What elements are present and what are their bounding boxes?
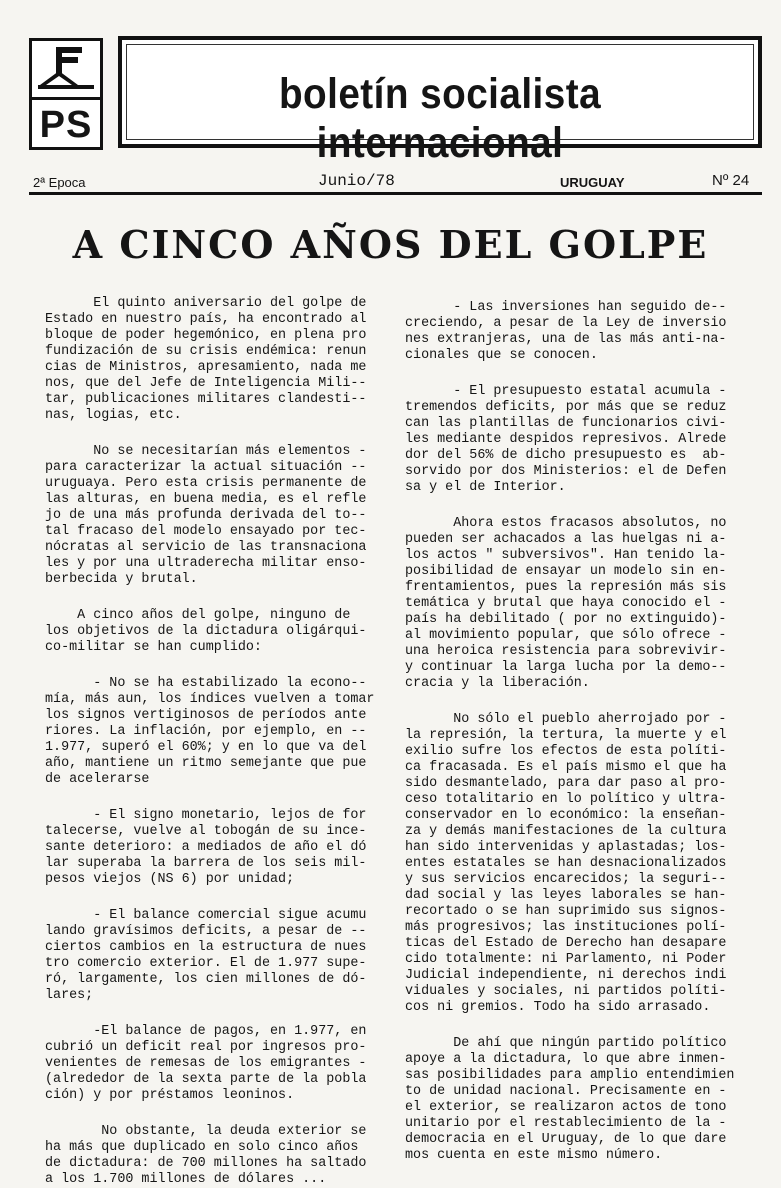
paragraph-line: tar, publicaciones militares clandesti-- xyxy=(45,392,367,407)
paragraph-line: sido desmantelado, para dar paso al pro- xyxy=(405,776,727,791)
paragraph-line: - No se ha estabilizado la econo-- xyxy=(45,676,367,691)
paragraph-line: a los 1.700 millones de dólares ... xyxy=(45,1172,327,1187)
paragraph-line: les mediante despidos represivos. Alrede xyxy=(405,432,727,447)
paragraph-line: Estado en nuestro país, ha encontrado al xyxy=(45,312,367,327)
left-column xyxy=(45,296,374,1188)
paragraph-line: apoye a la dictadura, lo que abre inmen- xyxy=(405,1052,727,1067)
right-column xyxy=(405,300,734,1164)
paragraph-line: cionales que se conocen. xyxy=(405,348,598,363)
paragraph-line: ceso totalitario en lo político y ultra- xyxy=(405,792,727,807)
paragraph-line: ró, largamente, los cien millones de dó- xyxy=(45,972,367,987)
paragraph-line: to de unidad nacional. Precisamente en - xyxy=(405,1084,727,1099)
paragraph-line: nes extranjeras, una de las más anti-na- xyxy=(405,332,727,347)
paragraph-line: cias de Ministros, apresamiento, nada me xyxy=(45,360,367,375)
paragraph-line: nócratas al servicio de las transnaciona xyxy=(45,540,367,555)
paragraph-line: berbecida y brutal. xyxy=(45,572,198,587)
paragraph-line: talecerse, vuelve al tobogán de su ince- xyxy=(45,824,367,839)
epoca-label: 2ª Epoca xyxy=(33,175,86,190)
paragraph-line: venientes de remesas de los emigrantes - xyxy=(45,1056,367,1071)
paragraph-line: sa y el de Interior. xyxy=(405,480,566,495)
paragraph-line: cubrió un deficit real por ingresos pro- xyxy=(45,1040,367,1055)
logo-ps-text: PS xyxy=(39,104,93,146)
paragraph-line: ca fracasada. Es el país mismo el que ha xyxy=(405,760,727,775)
party-emblem-icon xyxy=(32,41,100,93)
ps-logo xyxy=(29,38,103,150)
paragraph-line: - El signo monetario, lejos de for xyxy=(45,808,367,823)
masthead xyxy=(118,36,762,167)
paragraph-line: han sido intervenidas y aplastadas; los- xyxy=(405,840,727,855)
paragraph-line: más progresivos; las instituciones polí- xyxy=(405,920,727,935)
paragraph-line: creciendo, a pesar de la Ley de inversio xyxy=(405,316,727,331)
paragraph-line: -El balance de pagos, en 1.977, en xyxy=(45,1024,367,1039)
paragraph-line: democracia en el Uruguay, de lo que dare xyxy=(405,1132,727,1147)
paragraph-line: lar superaba la barrera de los seis mil- xyxy=(45,856,367,871)
paragraph-line: No obstante, la deuda exterior se xyxy=(45,1124,367,1139)
paragraph-line: sorvido por dos Ministerios: el de Defen xyxy=(405,464,727,479)
country-label: URUGUAY xyxy=(560,175,625,190)
paragraph-line: posibilidad de ensayar un modelo sin en- xyxy=(405,564,727,579)
paragraph-line: mos cuenta en este mismo número. xyxy=(405,1148,663,1163)
paragraph-line: los signos vertiginosos de períodos ante xyxy=(45,708,367,723)
issue-number: Nº 24 xyxy=(712,172,750,189)
paragraph-line: Ahora estos fracasos absolutos, no xyxy=(405,516,727,531)
paragraph-line: y continuar la larga lucha por la demo-- xyxy=(405,660,727,675)
paragraph-line: 1.977, superó el 60%; y en lo que va del xyxy=(45,740,367,755)
paragraph-line: unitario por el restablecimiento de la - xyxy=(405,1116,727,1131)
paragraph-line: - El balance comercial sigue acumu xyxy=(45,908,367,923)
paragraph-line: y sus servicios encarecidos; la seguri-- xyxy=(405,872,727,887)
paragraph-line: pueden ser achacados a las huelgas ni a- xyxy=(405,532,727,547)
paragraph-line: El quinto aniversario del golpe de xyxy=(45,296,367,311)
paragraph-line: nos, que del Jefe de Inteligencia Mili-- xyxy=(45,376,367,391)
paragraph-line: (alrededor de la sexta parte de la pobla xyxy=(45,1072,367,1087)
paragraph-line: tal fracaso del modelo ensayado por tec- xyxy=(45,524,367,539)
paragraph-line: ciertos cambios en la estructura de nues xyxy=(45,940,367,955)
paragraph-line: lares; xyxy=(45,988,94,1003)
paragraph-line: el exterior, se realizaron actos de tono xyxy=(405,1100,727,1115)
paragraph-line: año, mantiene un ritmo semejante que pue xyxy=(45,756,367,771)
paragraph-line: dor del 56% de dicho presupuesto es ab- xyxy=(405,448,727,463)
paragraph-line: nas, logias, etc. xyxy=(45,408,182,423)
paragraph-line: las alturas, en buena media, es el refle xyxy=(45,492,367,507)
paragraph-line: sas posibilidades para amplio entendimien xyxy=(405,1068,735,1083)
paragraph-line: cracia y la liberación. xyxy=(405,676,590,691)
paragraph-line: mía, más aun, los índices vuelven a tomar xyxy=(45,692,375,707)
paragraph-line: país ha debilitado ( por no extinguido)- xyxy=(405,612,727,627)
header-divider xyxy=(29,192,762,195)
paragraph-line: pesos viejos (NS 6) por unidad; xyxy=(45,872,295,887)
paragraph-line: riores. La inflación, por ejemplo, en -- xyxy=(45,724,367,739)
paragraph-line: conservador en lo económico: la enseñan- xyxy=(405,808,727,823)
paragraph-line: de acelerarse xyxy=(45,772,150,787)
paragraph-line: De ahí que ningún partido político xyxy=(405,1036,727,1051)
paragraph-line: tremendos deficits, por más que se reduz xyxy=(405,400,727,415)
paragraph-line: fundización de su crisis endémica: renun xyxy=(45,344,367,359)
paragraph-line: za y demás manifestaciones de la cultura xyxy=(405,824,727,839)
paragraph-line: la represión, la tertura, la muerte y el xyxy=(405,728,727,743)
paragraph-line: can las plantillas de funcionarios civi- xyxy=(405,416,727,431)
paragraph-line: jo de una más profunda derivada del to-- xyxy=(45,508,367,523)
paragraph-line: Judicial independiente, ni derechos indi xyxy=(405,968,727,983)
paragraph-line: los objetivos de la dictadura oligárqui- xyxy=(45,624,367,639)
paragraph-line: bloque de poder hegemónico, en plena pro xyxy=(45,328,367,343)
paragraph-line: para caracterizar la actual situación -- xyxy=(45,460,367,475)
paragraph-line: co-militar se han cumplido: xyxy=(45,640,262,655)
paragraph-line: de dictadura: de 700 millones ha saltado xyxy=(45,1156,367,1171)
paragraph-line: sante deterioro: a mediados de año el dó xyxy=(45,840,367,855)
paragraph-line: - El presupuesto estatal acumula - xyxy=(405,384,727,399)
paragraph-line: dad social y las leyes laborales se han- xyxy=(405,888,727,903)
paragraph-line: ción) y por préstamos leoninos. xyxy=(45,1088,295,1103)
paragraph-line: ticas del Estado de Derecho han desapare xyxy=(405,936,727,951)
paragraph-line: viduales y sociales, ni partidos políti- xyxy=(405,984,727,999)
paragraph-line: frentamientos, pues la represión más sis xyxy=(405,580,727,595)
paragraph-line: los actos " subversivos". Han tenido la- xyxy=(405,548,727,563)
article-headline: A CINCO AÑOS DEL GOLPE xyxy=(72,222,709,267)
paragraph-line: lando gravísimos deficits, a pesar de -- xyxy=(45,924,367,939)
paragraph-line: una heroica resistencia para sobrevivir- xyxy=(405,644,727,659)
paragraph-line: No se necesitarían más elementos - xyxy=(45,444,367,459)
paragraph-line: - Las inversiones han seguido de-- xyxy=(405,300,727,315)
paragraph-line: recortado o se han suprimido sus signos- xyxy=(405,904,727,919)
paragraph-line: temática y brutal que haya conocido el - xyxy=(405,596,727,611)
paragraph-line: cido totalmente: ni Parlamento, ni Poder xyxy=(405,952,727,967)
issue-date: Junio/78 xyxy=(318,172,395,190)
paragraph-line: A cinco años del golpe, ninguno de xyxy=(45,608,351,623)
paragraph-line: exilio sufre los efectos de esta políti- xyxy=(405,744,727,759)
paragraph-line: les y por una ultraderecha militar enso- xyxy=(45,556,367,571)
paragraph-line: al movimiento popular, que sólo ofrece - xyxy=(405,628,727,643)
paragraph-line: ha más que duplicado en solo cinco años xyxy=(45,1140,359,1155)
paragraph-line: tro comercio exterior. El de 1.977 supe- xyxy=(45,956,367,971)
paragraph-line: No sólo el pueblo aherrojado por - xyxy=(405,712,727,727)
paragraph-line: cos ni gremios. Todo ha sido arrasado. xyxy=(405,1000,711,1015)
masthead-title: boletín socialista internacional xyxy=(278,70,602,167)
paragraph-line: entes estatales se han desnacionalizados xyxy=(405,856,727,871)
paragraph-line: uruguaya. Pero esta crisis permanente de xyxy=(45,476,367,491)
